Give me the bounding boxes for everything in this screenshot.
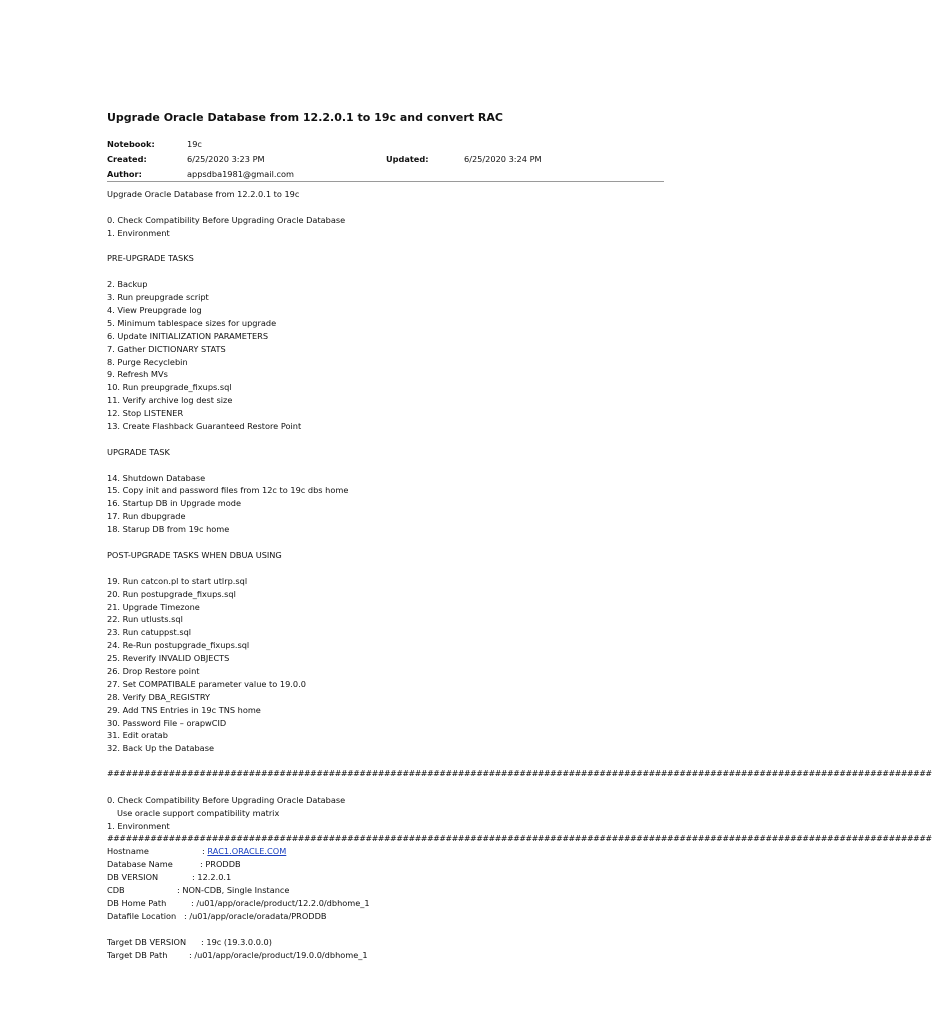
task-item: 16. Startup DB in Upgrade mode — [107, 498, 242, 509]
intro-line: Upgrade Oracle Database from 12.2.0.1 to 19c — [107, 189, 300, 199]
created-value: 6/25/2020 3:23 PM — [187, 154, 265, 164]
target-path-label: Target DB Path — [107, 949, 168, 960]
env-dbversion-row — [107, 871, 737, 884]
created-label: Created: — [107, 154, 147, 164]
upgrade-heading: UPGRADE TASK — [107, 446, 170, 457]
task-item: 4. View Preupgrade log — [107, 305, 202, 316]
post-upgrade-list — [107, 575, 737, 755]
task-item: 11. Verify archive log dest size — [107, 395, 233, 406]
author-label: Author: — [107, 169, 142, 179]
pre-upgrade-list — [107, 278, 737, 433]
task-item: 8. Purge Recyclebin — [107, 356, 188, 367]
dbhome-value: : /u01/app/oracle/product/12.2.0/dbhome_1 — [191, 897, 370, 908]
task-item: 5. Minimum tablespace sizes for upgrade — [107, 317, 277, 328]
updated-label: Updated: — [386, 154, 429, 164]
env-datafile-row — [107, 910, 737, 923]
cdb-value: : NON-CDB, Single Instance — [177, 885, 290, 896]
task-item: 24. Re-Run postupgrade_fixups.sql — [107, 640, 250, 651]
pre-upgrade-heading: PRE-UPGRADE TASKS — [107, 253, 194, 264]
task-item: 23. Run catuppst.sql — [107, 627, 192, 638]
task-item: 28. Verify DBA_REGISTRY — [107, 691, 211, 702]
toc-item: 1. Environment — [107, 227, 170, 238]
page-title: Upgrade Oracle Database from 12.2.0.1 to 19c and convert RAC — [107, 111, 503, 124]
hash-separator: ###################################################################################################################################### — [107, 769, 932, 779]
task-item: 22. Run utlusts.sql — [107, 614, 183, 625]
task-item: 7. Gather DICTIONARY STATS — [107, 343, 226, 354]
hostname-value: : RAC1.ORACLE.COM — [202, 846, 287, 857]
hostname-label: Hostname — [107, 846, 149, 857]
task-item: 19. Run catcon.pl to start utlrp.sql — [107, 575, 248, 586]
hostname-link[interactable]: RAC1.ORACLE.COM — [207, 846, 287, 857]
target-path-value: : /u01/app/oracle/product/19.0.0/dbhome_1 — [189, 949, 368, 960]
env-dbname-row — [107, 858, 737, 871]
task-item: 25. Reverify INVALID OBJECTS — [107, 653, 230, 664]
upgrade-list — [107, 472, 737, 536]
task-item: 18. Starup DB from 19c home — [107, 524, 230, 535]
author-value: appsdba1981@gmail.com — [187, 169, 294, 179]
dbhome-label: DB Home Path — [107, 897, 167, 908]
task-item: 3. Run preupgrade script — [107, 292, 209, 303]
section-1-title: 1. Environment — [107, 820, 170, 831]
updated-value: 6/25/2020 3:24 PM — [464, 154, 542, 164]
env-cdb-row — [107, 884, 737, 897]
cdb-label: CDB — [107, 885, 125, 896]
task-item: 29. Add TNS Entries in 19c TNS home — [107, 704, 261, 715]
dbversion-label: DB VERSION — [107, 872, 159, 883]
task-item: 10. Run preupgrade_fixups.sql — [107, 382, 232, 393]
task-item: 26. Drop Restore point — [107, 665, 200, 676]
task-item: 13. Create Flashback Guaranteed Restore Point — [107, 421, 302, 432]
task-item: 17. Run dbupgrade — [107, 511, 186, 522]
datafile-value: : /u01/app/oracle/oradata/PRODDB — [184, 910, 327, 921]
task-item: 31. Edit oratab — [107, 730, 168, 741]
toc-item: 0. Check Compatibility Before Upgrading Oracle Database — [107, 214, 346, 225]
task-item: 21. Upgrade Timezone — [107, 601, 200, 612]
header-divider — [107, 181, 664, 182]
env-target-path-row — [107, 949, 737, 962]
dbname-label: Database Name — [107, 859, 173, 870]
post-upgrade-heading: POST-UPGRADE TASKS WHEN DBUA USING — [107, 549, 282, 560]
notebook-value: 19c — [187, 139, 202, 149]
dbversion-value: : 12.2.0.1 — [192, 872, 232, 883]
task-item: 27. Set COMPATIBALE parameter value to 19.0.0 — [107, 678, 306, 689]
task-item: 30. Password File – orapwCID — [107, 717, 227, 728]
target-version-value: : 19c (19.3.0.0.0) — [201, 936, 272, 947]
target-version-label: Target DB VERSION — [107, 936, 187, 947]
task-item: 32. Back Up the Database — [107, 743, 215, 754]
env-dbhome-row — [107, 897, 737, 910]
notebook-label: Notebook: — [107, 139, 155, 149]
task-item: 9. Refresh MVs — [107, 369, 168, 380]
env-hostname-row — [107, 845, 737, 858]
note-body — [107, 188, 932, 961]
task-item: 6. Update INITIALIZATION PARAMETERS — [107, 330, 269, 341]
datafile-label: Datafile Location — [107, 910, 177, 921]
hash-separator: ###################################################################################################################################### — [107, 833, 932, 843]
task-item: 20. Run postupgrade_fixups.sql — [107, 588, 236, 599]
section-0-title: 0. Check Compatibility Before Upgrading Oracle Database — [107, 794, 346, 805]
task-item: 12. Stop LISTENER — [107, 408, 184, 419]
env-target-version-row — [107, 936, 737, 949]
task-item: 2. Backup — [107, 279, 148, 290]
task-item: 15. Copy init and password files from 12c to 19c dbs home — [107, 485, 349, 496]
dbname-value: : PRODDB — [200, 859, 241, 870]
section-0-note: Use oracle support compatibility matrix — [117, 807, 280, 818]
task-item: 14. Shutdown Database — [107, 472, 206, 483]
